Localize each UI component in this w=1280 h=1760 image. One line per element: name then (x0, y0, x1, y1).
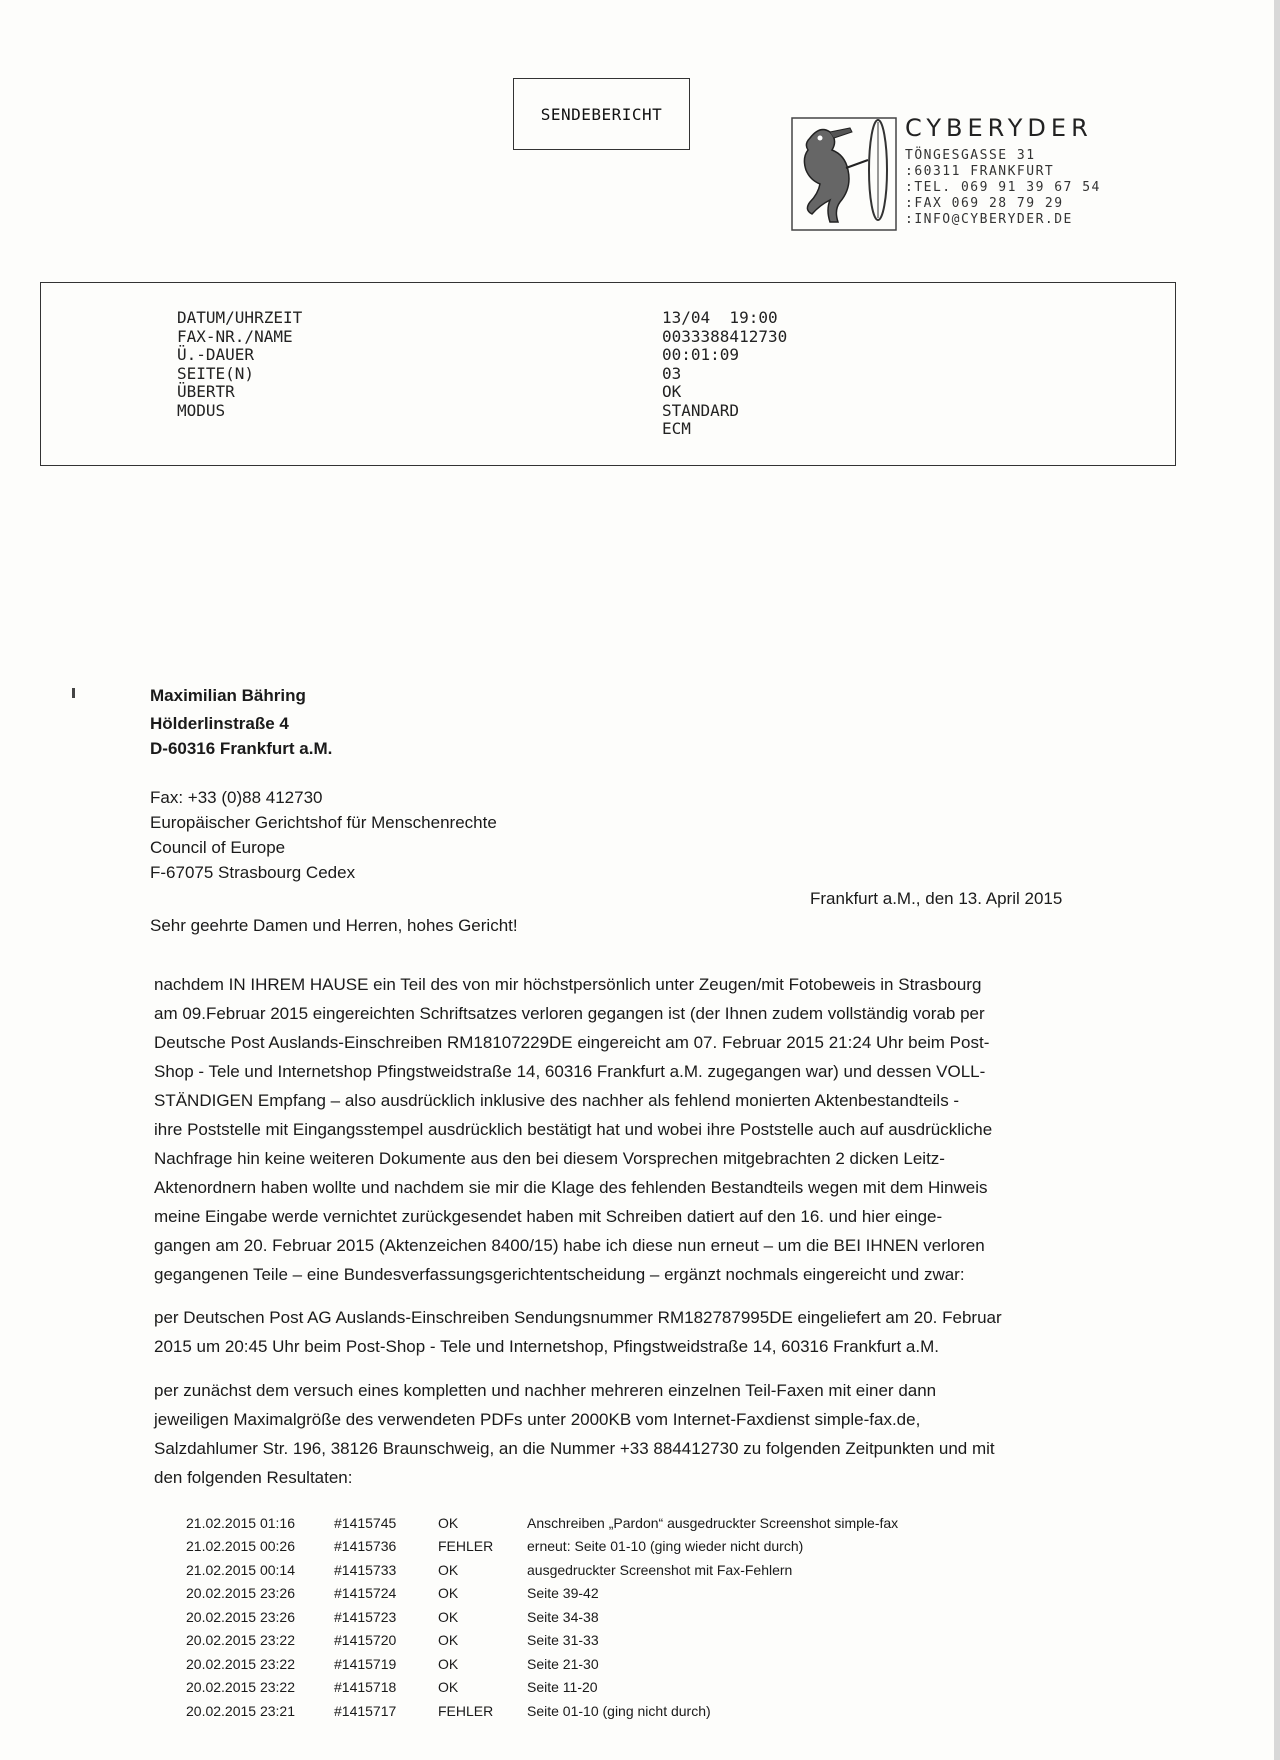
table-row (186, 1582, 947, 1606)
table-row (186, 1699, 947, 1723)
stamp-city: :60311 FRANKFURT (905, 164, 1055, 179)
label-datetime: DATUM/UHRZEIT (177, 308, 303, 327)
fax-datetime: 21.02.2015 01:16 (186, 1514, 295, 1531)
recipient-org: Europäischer Gerichtshof für Menschenrechte (150, 813, 497, 832)
stamp-company-name: CYBERYDER (905, 114, 1093, 142)
body-line: per zunächst dem versuch eines kompletten und nachher mehreren einzelnen Teil-Faxen mit einer dann (154, 1381, 937, 1400)
table-row (186, 1629, 947, 1653)
salutation: Sehr geehrte Damen und Herren, hohes Gericht! (150, 916, 518, 935)
stamp-address: TÖNGESGASSE 31 (905, 148, 1036, 163)
fax-id: #1415733 (334, 1561, 397, 1578)
table-row (186, 1535, 947, 1559)
fax-status: FEHLER (438, 1702, 494, 1719)
label-duration: Ü.-DAUER (177, 345, 255, 364)
value-duration: 00:01:09 (662, 345, 740, 364)
fax-id: #1415718 (334, 1679, 397, 1696)
fax-status: OK (438, 1608, 459, 1625)
body-line: den folgenden Resultaten: (154, 1468, 353, 1487)
sender-city: D-60316 Frankfurt a.M. (150, 739, 333, 758)
fax-note: Seite 21-30 (527, 1655, 599, 1672)
table-row (186, 1605, 947, 1629)
value-mode: STANDARD (662, 400, 740, 420)
value-transfer: OK (662, 382, 682, 401)
report-labels (177, 309, 302, 420)
stamp-fax: :FAX 069 28 79 29 (905, 196, 1064, 211)
body-line: nachdem IN IHREM HAUSE ein Teil des von mir höchstpersönlich unter Zeugen/mit Fotobeweis in Strasbourg (154, 975, 982, 994)
fax-note: Seite 34-38 (527, 1608, 599, 1625)
body-line: jeweiligen Maximalgröße des verwendeten PDFs unter 2000KB vom Internet-Faxdienst simple-fax.de, (154, 1410, 921, 1429)
fax-id: #1415724 (334, 1585, 397, 1602)
fax-id: #1415736 (334, 1538, 397, 1555)
recipient-fax: Fax: +33 (0)88 412730 (150, 788, 323, 807)
fax-datetime: 20.02.2015 23:21 (186, 1702, 295, 1719)
body-paragraph-1 (154, 970, 1114, 1289)
fax-status: FEHLER (438, 1538, 494, 1555)
report-title-box (513, 78, 690, 150)
fax-datetime: 20.02.2015 23:22 (186, 1655, 295, 1672)
label-fax-number: FAX-NR./NAME (177, 326, 293, 346)
body-line: 2015 um 20:45 Uhr beim Post-Shop - Tele und Internetshop, Pfingstweidstraße 14, 60316 Frankfurt a.M. (154, 1337, 939, 1356)
stamp-phone: :TEL. 069 91 39 67 54 (905, 180, 1101, 195)
fax-log-table (186, 1511, 947, 1723)
fax-status: OK (438, 1561, 459, 1578)
fax-datetime: 20.02.2015 23:26 (186, 1608, 295, 1625)
fax-note: Seite 01-10 (ging nicht durch) (527, 1702, 711, 1719)
table-row (186, 1652, 947, 1676)
fax-datetime: 20.02.2015 23:26 (186, 1585, 295, 1602)
label-pages: SEITE(N) (177, 363, 255, 383)
scan-mark (72, 688, 75, 698)
fax-datetime: 20.02.2015 23:22 (186, 1679, 295, 1696)
sender-name: Maximilian Bähring (150, 686, 306, 705)
value-datetime: 13/04 19:00 (662, 308, 778, 327)
place-date: Frankfurt a.M., den 13. April 2015 (810, 889, 1063, 908)
recipient-city: F-67075 Strasbourg Cedex (150, 863, 356, 882)
transmission-report (40, 282, 1176, 466)
body-line: per Deutschen Post AG Auslands-Einschreiben Sendungsnummer RM182787995DE eingeliefert am 20. Februar (154, 1308, 1002, 1327)
body-line: Aktenordnern haben wollte und nachdem sie mir die Klage des fehlenden Bestandteils wegen mit dem Hinweis (154, 1178, 988, 1197)
fax-id: #1415719 (334, 1655, 397, 1672)
table-row (186, 1511, 947, 1535)
fax-note: ausgedruckter Screenshot mit Fax-Fehlern (527, 1561, 793, 1578)
fax-datetime: 21.02.2015 00:14 (186, 1561, 295, 1578)
body-line: meine Eingabe werde vernichtet zurückgesendet haben mit Schreiben datiert auf den 16. und hier einge- (154, 1207, 943, 1226)
label-transfer: ÜBERTR (177, 382, 235, 401)
fax-status: OK (438, 1585, 459, 1602)
body-line: am 09.Februar 2015 eingereichten Schriftsatzes verloren gegangen ist (der Ihnen zudem vollständig vorab per (154, 1004, 985, 1023)
label-mode: MODUS (177, 400, 226, 420)
fax-datetime: 21.02.2015 00:26 (186, 1538, 295, 1555)
body-line: ihre Poststelle mit Eingangsstempel ausdrücklich bestätigt hat und wobei ihre Poststelle auch auf ausdrückliche (154, 1120, 993, 1139)
report-values (662, 309, 787, 439)
body-line: gegangenen Teile – eine Bundesverfassungsgerichtentscheidung – ergänzt nochmals eingereicht und zwar: (154, 1265, 965, 1284)
body-paragraph-3 (154, 1376, 1114, 1492)
sender-street: Hölderlinstraße 4 (150, 714, 289, 733)
fax-id: #1415745 (334, 1514, 397, 1531)
value-ecm: ECM (662, 419, 691, 438)
fax-status: OK (438, 1514, 459, 1531)
fax-note: Seite 11-20 (527, 1679, 598, 1696)
fax-id: #1415723 (334, 1608, 397, 1625)
body-line: Deutsche Post Auslands-Einschreiben RM18107229DE eingereicht am 07. Februar 2015 21:24 Uhr beim Post- (154, 1033, 990, 1052)
fax-note: Seite 39-42 (527, 1585, 599, 1602)
stamp-email: :INFO@CYBERYDER.DE (905, 212, 1073, 227)
fax-status: OK (438, 1655, 459, 1672)
page-edge (1274, 0, 1280, 1760)
body-line: Nachfrage hin keine weiteren Dokumente aus den bei diesem Vorsprechen mitgebrachten 2 dicken Leitz- (154, 1149, 945, 1168)
fax-status: OK (438, 1679, 459, 1696)
fax-status: OK (438, 1632, 459, 1649)
body-line: Salzdahlumer Str. 196, 38126 Braunschweig, an die Nummer +33 884412730 zu folgenden Zeitpunkten und mit (154, 1439, 995, 1458)
company-stamp (790, 100, 1130, 240)
body-line: Shop - Tele und Internetshop Pfingstweidstraße 14, 60316 Frankfurt a.M. zugegangen war) und dessen VOLL- (154, 1062, 986, 1081)
recipient-council: Council of Europe (150, 838, 286, 857)
value-pages: 03 (662, 363, 682, 383)
fax-datetime: 20.02.2015 23:22 (186, 1632, 295, 1649)
table-row (186, 1676, 947, 1700)
fax-id: #1415720 (334, 1632, 397, 1649)
crocodile-surfboard-logo (790, 110, 900, 240)
table-row (186, 1558, 947, 1582)
fax-id: #1415717 (334, 1702, 397, 1719)
body-paragraph-2 (154, 1303, 1114, 1361)
body-line: gangen am 20. Februar 2015 (Aktenzeichen 8400/15) habe ich diese nun erneut – um die BEI IHNEN verloren (154, 1236, 985, 1255)
fax-note: Anschreiben „Pardon“ ausgedruckter Screenshot simple-fax (527, 1514, 899, 1531)
fax-note: Seite 31-33 (527, 1632, 599, 1649)
value-fax-number: 0033388412730 (662, 326, 788, 346)
fax-note: erneut: Seite 01-10 (ging wieder nicht durch) (527, 1538, 804, 1555)
body-line: STÄNDIGEN Empfang – also ausdrücklich inklusive des nachher als fehlend monierten Aktenbestandteils - (154, 1091, 960, 1110)
report-title: SENDEBERICHT (540, 104, 663, 124)
